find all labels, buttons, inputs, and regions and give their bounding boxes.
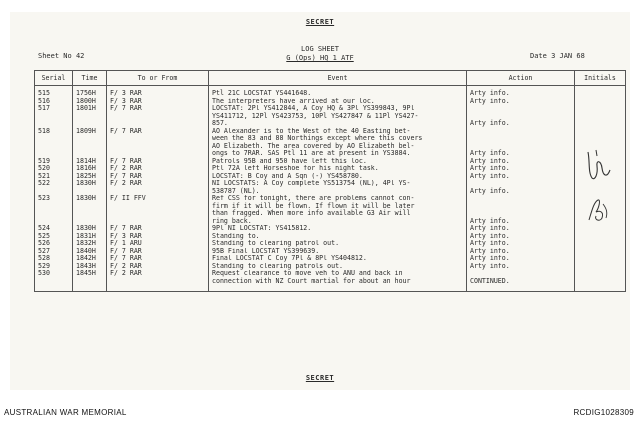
sheet-number-label: Sheet No [38,52,72,60]
log-cell-to-or-from: F/ 2 RAR [107,263,209,271]
log-cell-event: Patrols 95B and 950 have left this loc. [209,158,467,166]
log-cell-event: LOCSTAT: B Coy and A Sqn (-) YS458780. [209,173,467,181]
log-cell-action: Arty info. [467,255,575,263]
log-cell-serial: 525 [35,233,73,241]
log-cell-event: Ptl 72A left Horseshoe for his night task. [209,165,467,173]
log-row [35,225,626,233]
log-cell-time: 1809H [73,128,107,158]
log-cell-action: Arty info. [467,158,575,166]
log-row [35,255,626,263]
log-cell-action: Arty info. [467,263,575,271]
log-cell-event: Ref CSS for tonight, there are problems cannot con- firm if it will be flown. If flown it will be later than fragged. When more info available G3 Air will ring back. [209,195,467,225]
log-cell-event: Standing to clearing patrol out. [209,240,467,248]
column-header-initials: Initials [575,71,626,86]
log-cell-event: Request clearance to move veh to ANU and back in connection with NZ Court martial for about an hour [209,270,467,292]
log-row [35,233,626,241]
log-cell-initials [575,255,626,263]
log-cell-action: Arty info. [467,128,575,158]
log-row [35,158,626,166]
log-sheet-page [10,12,630,390]
log-table [34,70,626,292]
log-cell-to-or-from: F/ 7 RAR [107,248,209,256]
log-cell-serial: 524 [35,225,73,233]
log-cell-to-or-from: F/ 7 RAR [107,225,209,233]
log-cell-action: Arty info. [467,86,575,98]
log-cell-action: Arty info. [467,195,575,225]
log-cell-time: 1832H [73,240,107,248]
log-title: LOG SHEET [301,45,339,53]
log-cell-time: 1756H [73,86,107,98]
log-cell-serial: 527 [35,248,73,256]
log-cell-to-or-from: F/ 2 RAR [107,180,209,195]
log-cell-to-or-from: F/ 7 RAR [107,173,209,181]
log-cell-time: 1843H [73,263,107,271]
log-cell-event: 9Pl NI LOCSTAT: YS415812. [209,225,467,233]
log-cell-action: CONTINUED. [467,270,575,292]
log-row [35,180,626,195]
log-cell-event: Standing to clearing patrols out. [209,263,467,271]
log-row [35,173,626,181]
date-value: 3 JAN 68 [551,52,585,60]
log-cell-action: Arty info. [467,233,575,241]
column-header-to-or-from: To or From [107,71,209,86]
log-cell-event: AO Alexander is to the West of the 40 Easting bet- ween the 83 and 88 Northings except where this covers AO Elizabeth. The area covered by AO Elizabeth bel- ongs to 7RAR. SAS Ptl 11 are at present in YS3884. [209,128,467,158]
log-cell-time: 1840H [73,248,107,256]
log-cell-time: 1845H [73,270,107,292]
log-unit: G (Ops) HQ 1 ATF [286,54,354,62]
log-cell-time: 1816H [73,165,107,173]
classification-bottom: SECRET [305,374,335,382]
log-cell-action: Arty info. [467,240,575,248]
log-cell-serial: 519 [35,158,73,166]
log-cell-time: 1830H [73,180,107,195]
log-cell-event: LOCSTAT: 2Pl YS412844, A Coy HQ & 3Pl YS399843, 9Pl YS411712, 12Pl YS423753, 10Pl YS427847 & 11Pl YS427- 857. [209,105,467,128]
log-cell-serial: 517 [35,105,73,128]
column-header-serial: Serial [35,71,73,86]
date-label: Date [530,52,547,60]
institution-credit: AUSTRALIAN WAR MEMORIAL [4,408,127,417]
log-header-row [35,71,626,86]
log-cell-time: 1825H [73,173,107,181]
log-row [35,248,626,256]
column-header-time: Time [73,71,107,86]
log-entries [35,86,626,292]
classification-top: SECRET [305,18,335,26]
log-cell-time: 1814H [73,158,107,166]
log-row [35,165,626,173]
log-cell-to-or-from: F/ 3 RAR [107,98,209,106]
log-cell-action: Arty info. [467,105,575,128]
log-cell-serial: 521 [35,173,73,181]
log-cell-serial: 526 [35,240,73,248]
log-row [35,105,626,128]
log-cell-event: 95B Final LOCSTAT YS399639. [209,248,467,256]
log-cell-to-or-from: F/ II FFV [107,195,209,225]
handwritten-initials-2 [584,196,614,226]
log-cell-action: Arty info. [467,180,575,195]
log-cell-initials [575,240,626,248]
log-cell-serial: 529 [35,263,73,271]
log-cell-action: Arty info. [467,248,575,256]
log-row [35,86,626,98]
log-cell-time: 1800H [73,98,107,106]
log-cell-initials [575,270,626,292]
log-row [35,240,626,248]
log-cell-time: 1830H [73,195,107,225]
log-cell-action: Arty info. [467,165,575,173]
log-cell-event: Standing to. [209,233,467,241]
log-cell-initials [575,233,626,241]
log-cell-to-or-from: F/ 7 RAR [107,255,209,263]
log-cell-time: 1801H [73,105,107,128]
log-cell-event: NI LOCSTATS: A Coy complete YS513754 (NL), 4Pl YS- 538787 (NL). [209,180,467,195]
log-cell-serial: 515 [35,86,73,98]
log-cell-to-or-from: F/ 7 RAR [107,128,209,158]
log-cell-event: The interpreters have arrived at our loc. [209,98,467,106]
log-cell-action: Arty info. [467,225,575,233]
catalogue-id: RCDIG1028309 [573,408,634,417]
log-cell-event: Final LOCSTAT C Coy 7Pl & 8Pl YS404812. [209,255,467,263]
log-row [35,270,626,292]
log-cell-serial: 522 [35,180,73,195]
log-cell-action: Arty info. [467,173,575,181]
log-cell-serial: 523 [35,195,73,225]
log-cell-to-or-from: F/ 1 ARU [107,240,209,248]
log-cell-serial: 516 [35,98,73,106]
log-row [35,98,626,106]
log-cell-time: 1831H [73,233,107,241]
log-cell-initials [575,248,626,256]
log-cell-to-or-from: F/ 7 RAR [107,158,209,166]
log-cell-time: 1830H [73,225,107,233]
log-cell-serial: 530 [35,270,73,292]
log-cell-initials [575,105,626,128]
log-cell-to-or-from: F/ 7 RAR [107,105,209,128]
log-cell-initials [575,98,626,106]
column-header-action: Action [467,71,575,86]
log-row [35,263,626,271]
log-cell-to-or-from: F/ 3 RAR [107,86,209,98]
log-cell-action: Arty info. [467,98,575,106]
log-cell-serial: 520 [35,165,73,173]
log-date [530,52,585,60]
log-cell-serial: 528 [35,255,73,263]
log-row [35,195,626,225]
sheet-number-value: 42 [75,52,85,60]
log-cell-initials [575,225,626,233]
log-cell-event: Ptl 21C LOCSTAT YS441648. [209,86,467,98]
log-cell-to-or-from: F/ 3 RAR [107,233,209,241]
log-cell-serial: 518 [35,128,73,158]
log-cell-initials [575,86,626,98]
log-cell-to-or-from: F/ 2 RAR [107,165,209,173]
handwritten-initials-1 [582,148,616,184]
column-header-event: Event [209,71,467,86]
log-cell-to-or-from: F/ 2 RAR [107,270,209,292]
log-cell-initials [575,263,626,271]
log-cell-time: 1842H [73,255,107,263]
log-row [35,128,626,158]
